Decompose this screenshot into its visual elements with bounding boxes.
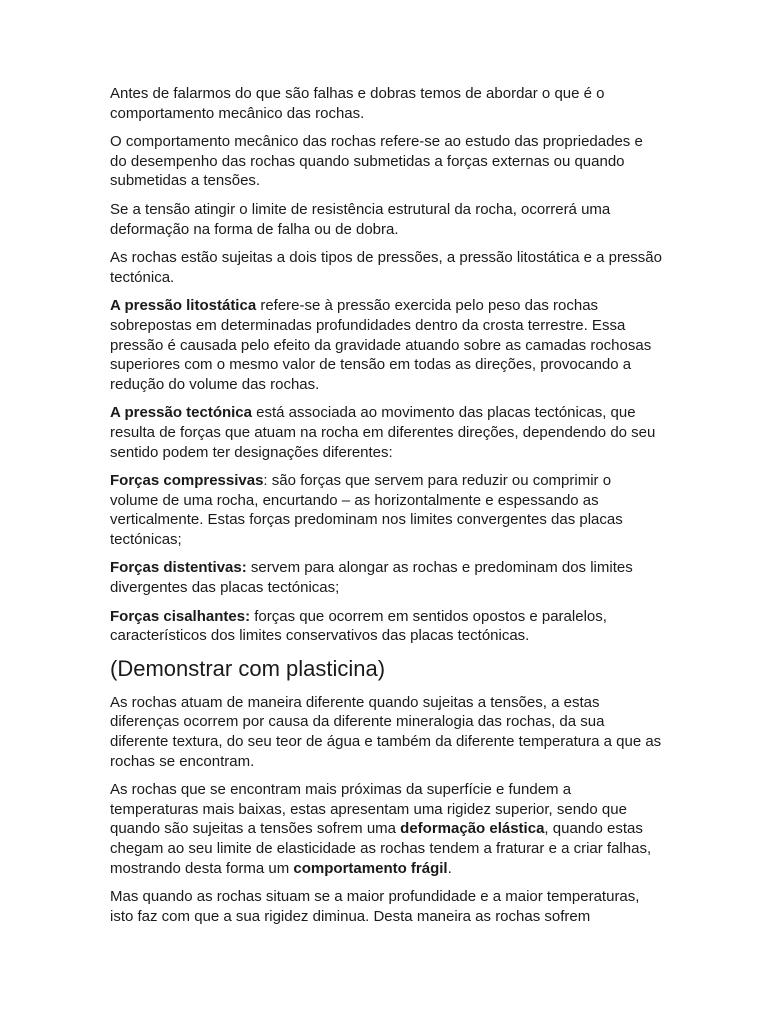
bold-term: comportamento frágil bbox=[293, 859, 448, 877]
text-run: servem para alongar as rochas e predominam dos limites divergentes das placas tectónicas; bbox=[110, 559, 633, 597]
text-run: Antes de falarmos do que são falhas e dobras temos de abordar o que é o comportamento mecânico das rochas. bbox=[110, 85, 605, 122]
paragraph-near-surface bbox=[110, 780, 662, 878]
text-run: : são forças que servem para reduzir ou comprimir o volume de uma rocha, encurtando – as horizontalmente e espessando as verticalmente. Estas forças predominam nos limites convergentes das placas tectónicas; bbox=[110, 472, 623, 548]
text-run: As rochas estão sujeitas a dois tipos de pressões, a pressão litostática e a pressão tectónica. bbox=[110, 249, 662, 286]
text-run: O comportamento mecânico das rochas refere-se ao estudo das propriedades e do desempenho das rochas quando submetidas a forças externas ou quando submetidas a tensões. bbox=[110, 133, 643, 190]
paragraph-rocks-act-differently bbox=[110, 693, 662, 771]
text-run: , quando estas chegam ao seu limite de elasticidade as rochas tendem a fraturar e a criar falhas, mostrando desta forma um bbox=[110, 820, 652, 877]
bold-term: Forças cisalhantes: bbox=[110, 607, 251, 625]
paragraph-resistance-limit bbox=[110, 200, 662, 239]
paragraph-distensive-forces bbox=[110, 558, 662, 597]
paragraph-compressive-forces bbox=[110, 471, 662, 549]
paragraph-intro bbox=[110, 84, 662, 123]
text-run: . bbox=[447, 859, 452, 877]
paragraph-two-pressures bbox=[110, 248, 662, 287]
paragraph-shear-forces bbox=[110, 607, 662, 646]
text-run: está associada ao movimento das placas tectónicas, que resulta de forças que atuam na rocha em diferentes direções, dependendo do seu sentido podem ter designações diferentes: bbox=[110, 404, 656, 461]
bold-term: Forças compressivas bbox=[110, 472, 264, 490]
text-run: As rochas que se encontram mais próximas da superfície e fundem a temperaturas mais baixas, estas apresentam uma rigidez superior, sendo que quando são sujeitas a tensões sofrem uma bbox=[110, 781, 627, 838]
bold-term: A pressão litostática bbox=[110, 297, 257, 315]
document-body-after-heading bbox=[110, 693, 662, 927]
text-run: forças que ocorrem em sentidos opostos e paralelos, característicos dos limites conservativos das placas tectónicas. bbox=[110, 607, 607, 645]
paragraph-tectonic-pressure bbox=[110, 403, 662, 462]
bold-term: Forças distentivas: bbox=[110, 559, 247, 577]
text-run: Se a tensão atingir o limite de resistência estrutural da rocha, ocorrerá uma deformação na forma de falha ou de dobra. bbox=[110, 200, 611, 238]
text-run: Mas quando as rochas situam se a maior profundidade e a maior temperaturas, isto faz com que a sua rigidez diminua. Desta maneira as rochas sofrem bbox=[110, 888, 640, 925]
text-run: As rochas atuam de maneira diferente quando sujeitas a tensões, a estas diferenças ocorrem por causa da diferente mineralogia das rochas, da sua diferente textura, do seu teor de água e também da diferente temperatura a que as rochas se encontram. bbox=[110, 693, 662, 770]
document-page bbox=[110, 84, 662, 935]
text-run: refere-se à pressão exercida pelo peso das rochas sobrepostas em determinadas profundidades dentro da crosta terrestre. Essa pressão é causada pelo efeito da gravidade atuando sobre as camadas rochosas superiores com o mesmo valor de tensão em todas as direções, provocando a redução do volume das rochas. bbox=[110, 297, 652, 393]
paragraph-greater-depth bbox=[110, 887, 662, 926]
section-heading: (Demonstrar com plasticina) bbox=[110, 655, 386, 681]
bold-term: deformação elástica bbox=[400, 820, 545, 838]
document-body-before-heading bbox=[110, 84, 662, 646]
paragraph-lithostatic-pressure bbox=[110, 296, 662, 394]
bold-term: A pressão tectónica bbox=[110, 404, 252, 422]
paragraph-mechanical-behaviour bbox=[110, 132, 662, 191]
